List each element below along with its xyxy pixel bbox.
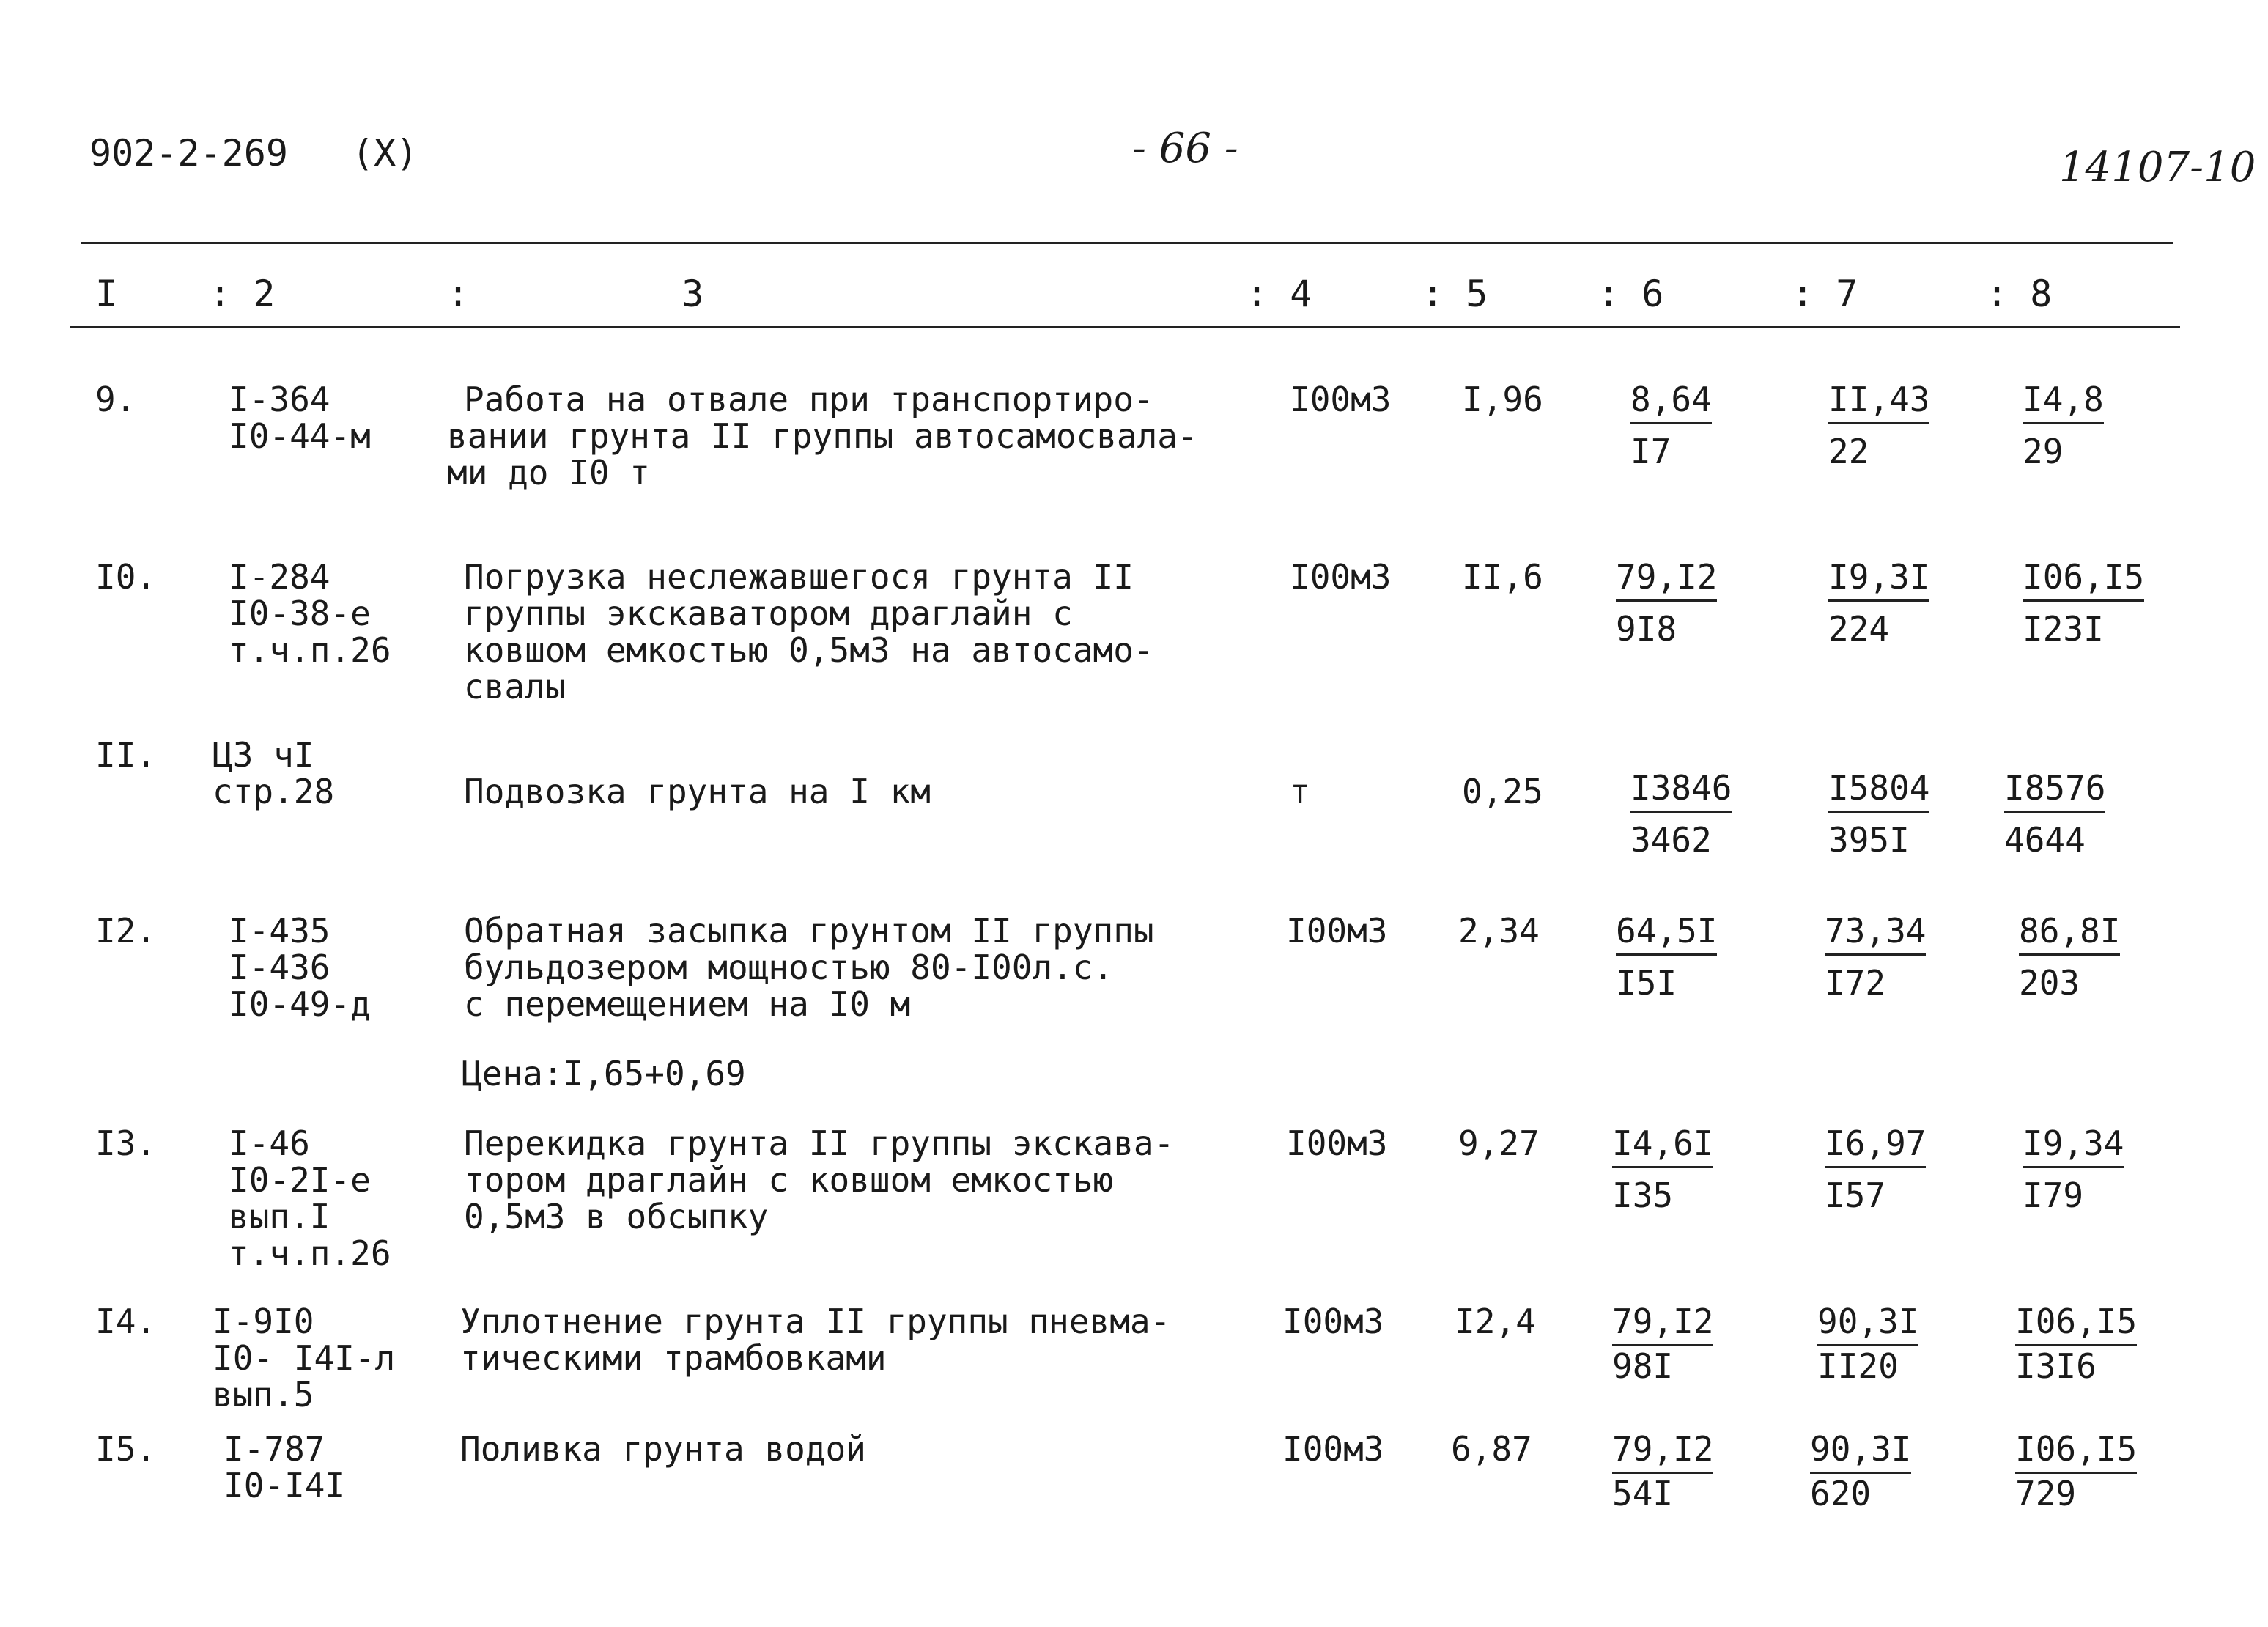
unit: I00м3 — [1286, 1124, 1388, 1163]
col7-top: I5804 — [1828, 770, 1929, 813]
norm-code: I-284 — [229, 557, 330, 597]
column-header-8: : 8 — [1986, 273, 2053, 315]
col6-values — [1612, 1431, 1713, 1512]
col6-bottom: I5I — [1616, 963, 1677, 1003]
row-number: 9. — [95, 380, 136, 419]
work-description: ми до I0 т — [447, 453, 650, 492]
col8-top: I06,I5 — [2023, 558, 2144, 602]
col8-bottom: 4644 — [2004, 820, 2086, 860]
work-description: вании грунта II группы автосамосвала- — [447, 416, 1198, 456]
work-description: Погрузка неслежавшегося грунта II — [464, 557, 1134, 597]
col7-values — [1825, 1125, 1926, 1214]
work-description: Перекидка грунта II группы экскава- — [464, 1124, 1175, 1163]
col8-bottom: I23I — [2023, 609, 2104, 649]
col7-bottom: 224 — [1828, 609, 1890, 649]
col7-values — [1828, 558, 1929, 647]
col6-bottom: 54I — [1612, 1474, 1674, 1513]
norm-code: I0-44-м — [229, 416, 371, 456]
column-header-6: : 6 — [1597, 273, 1664, 315]
column-header-2: : 2 — [209, 273, 276, 315]
col8-top: I06,I5 — [2015, 1303, 2137, 1346]
col8-values — [2023, 1125, 2124, 1214]
col8-values — [2015, 1431, 2137, 1512]
col8-bottom: 29 — [2023, 432, 2064, 471]
col6-bottom: 9I8 — [1616, 609, 1677, 649]
col8-top: 86,8I — [2019, 912, 2120, 956]
row-number: II. — [95, 735, 157, 775]
unit: I00м3 — [1282, 1429, 1384, 1469]
col6-top: I3846 — [1630, 770, 1732, 813]
col8-values — [2023, 558, 2144, 647]
norm-code: I0-2I-е — [229, 1160, 371, 1200]
col7-values — [1828, 770, 1929, 858]
col7-bottom: 620 — [1810, 1474, 1872, 1513]
column-header-7: : 7 — [1792, 273, 1858, 315]
col8-values — [2004, 770, 2105, 858]
col8-bottom: 203 — [2019, 963, 2080, 1003]
col7-top: I6,97 — [1825, 1125, 1926, 1168]
col6-top: I4,6I — [1612, 1125, 1713, 1168]
norm-code: I-46 — [229, 1124, 310, 1163]
col6-bottom: I7 — [1630, 432, 1672, 471]
unit: I00м3 — [1286, 911, 1388, 951]
page-number: - 66 - — [1132, 125, 1238, 172]
row-number: I3. — [95, 1124, 157, 1163]
work-description: ковшом емкостью 0,5м3 на автосамо- — [464, 630, 1154, 670]
col7-values — [1817, 1303, 1918, 1384]
norm-code: т.ч.п.26 — [229, 1233, 391, 1273]
work-description: свалы — [464, 667, 566, 706]
work-description: группы экскаватором драглайн с — [464, 594, 1073, 633]
col6-top: 79,I2 — [1616, 558, 1717, 602]
col6-top: 64,5I — [1616, 912, 1717, 956]
work-description: тором драглайн с ковшом емкостью — [464, 1160, 1114, 1200]
norm-code: I-787 — [224, 1429, 325, 1469]
col6-values — [1630, 381, 1712, 470]
unit: т — [1290, 772, 1310, 811]
col7-bottom: I57 — [1825, 1176, 1886, 1215]
norm-code: вып.I — [229, 1197, 330, 1236]
col7-top: 90,3I — [1810, 1431, 1911, 1474]
section-marker: (X) — [352, 132, 418, 174]
col6-values — [1612, 1303, 1713, 1384]
col8-bottom: I3I6 — [2015, 1346, 2097, 1386]
norm-code: I0-38-е — [229, 594, 371, 633]
norm-code: I-436 — [229, 948, 330, 987]
unit: I00м3 — [1282, 1302, 1384, 1341]
column-header-3: : 3 — [447, 273, 704, 315]
norm-code: т.ч.п.26 — [229, 630, 391, 670]
col7-bottom: 22 — [1828, 432, 1869, 471]
unit: I00м3 — [1290, 380, 1392, 419]
col8-top: I9,34 — [2023, 1125, 2124, 1168]
col6-bottom: 98I — [1612, 1346, 1674, 1386]
column-header-5: : 5 — [1422, 273, 1488, 315]
column-header-4: : 4 — [1246, 273, 1312, 315]
col6-values — [1616, 912, 1717, 1001]
price-note: Цена:I,65+0,69 — [462, 1054, 746, 1093]
work-description: Подвозка грунта на I км — [464, 772, 931, 811]
quantity: I,96 — [1462, 380, 1543, 419]
col7-top: I9,3I — [1828, 558, 1929, 602]
col7-values — [1810, 1431, 1911, 1512]
norm-code: вып.5 — [213, 1375, 314, 1414]
work-description: Уплотнение грунта II группы пневма- — [460, 1302, 1171, 1341]
quantity: 6,87 — [1451, 1429, 1532, 1469]
col8-bottom: I79 — [2023, 1176, 2084, 1215]
work-description: тическими трамбовками — [460, 1338, 887, 1378]
col6-values — [1616, 558, 1717, 647]
col7-bottom: II20 — [1817, 1346, 1899, 1386]
quantity: 0,25 — [1462, 772, 1543, 811]
norm-code: I-9I0 — [213, 1302, 314, 1341]
quantity: 2,34 — [1458, 911, 1540, 951]
col8-top: I06,I5 — [2015, 1431, 2137, 1474]
work-description: Работа на отвале при транспортиро- — [464, 380, 1154, 419]
sheet-reference: 14107-10 — [2059, 144, 2256, 191]
column-header-rule — [70, 326, 2180, 328]
norm-code: ЦЗ чI — [213, 735, 314, 775]
work-description: Поливка грунта водой — [460, 1429, 866, 1469]
col7-bottom: 395I — [1828, 820, 1910, 860]
norm-code: I0- I4I-л — [213, 1338, 396, 1378]
col8-top: I4,8 — [2023, 381, 2104, 424]
col8-values — [2015, 1303, 2137, 1384]
work-description: 0,5м3 в обсыпку — [464, 1197, 769, 1236]
col6-values — [1630, 770, 1732, 858]
col7-values — [1828, 381, 1929, 470]
row-number: I5. — [95, 1429, 157, 1469]
col6-top: 8,64 — [1630, 381, 1712, 424]
work-description: бульдозером мощностью 80-I00л.с. — [464, 948, 1114, 987]
col7-top: 73,34 — [1825, 912, 1926, 956]
col8-values — [2023, 381, 2104, 470]
col7-bottom: I72 — [1825, 963, 1886, 1003]
quantity: II,6 — [1462, 557, 1543, 597]
col7-values — [1825, 912, 1926, 1001]
row-number: I2. — [95, 911, 157, 951]
document-code: 902-2-269 — [89, 132, 288, 174]
quantity: I2,4 — [1455, 1302, 1536, 1341]
col8-bottom: 729 — [2015, 1474, 2077, 1513]
col8-top: I8576 — [2004, 770, 2105, 813]
norm-code: I-435 — [229, 911, 330, 951]
work-description: Обратная засыпка грунтом II группы — [464, 911, 1154, 951]
col6-values — [1612, 1125, 1713, 1214]
norm-code: стр.28 — [213, 772, 335, 811]
col6-top: 79,I2 — [1612, 1431, 1713, 1474]
norm-code: I0-49-д — [229, 984, 371, 1024]
col7-top: II,43 — [1828, 381, 1929, 424]
norm-code: I0-I4I — [224, 1466, 346, 1505]
col6-top: 79,I2 — [1612, 1303, 1713, 1346]
row-number: I0. — [95, 557, 157, 597]
col6-bottom: 3462 — [1630, 820, 1712, 860]
norm-code: I-364 — [229, 380, 330, 419]
unit: I00м3 — [1290, 557, 1392, 597]
header-rule — [81, 242, 2173, 244]
quantity: 9,27 — [1458, 1124, 1540, 1163]
col8-values — [2019, 912, 2120, 1001]
row-number: I4. — [95, 1302, 157, 1341]
col7-top: 90,3I — [1817, 1303, 1918, 1346]
column-header-1: I — [95, 273, 118, 315]
work-description: с перемещением на I0 м — [464, 984, 911, 1024]
col6-bottom: I35 — [1612, 1176, 1674, 1215]
